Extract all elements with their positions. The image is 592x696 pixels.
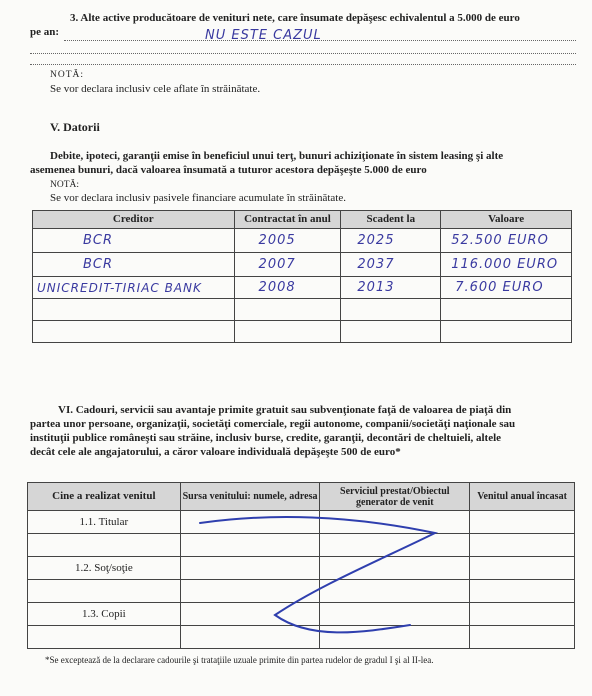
debts-table bbox=[32, 210, 572, 343]
section5-desc-line1: Debite, ipoteci, garanţii emise în beneficiul unui terţ, bunuri achiziţionate în sistem leasing şi alte bbox=[50, 150, 504, 162]
year-cell bbox=[234, 321, 341, 343]
table-row bbox=[33, 321, 572, 343]
note-text: Se vor declara inclusiv cele aflate în străinătate. bbox=[50, 83, 261, 95]
table-row bbox=[33, 299, 572, 321]
section3-line2-prefix: pe an: bbox=[30, 26, 60, 38]
group-label-spouse: 1.2. Soţ/soţie bbox=[28, 557, 181, 580]
value-cell: 116.000 EURO bbox=[441, 253, 572, 277]
due-cell bbox=[341, 321, 441, 343]
due-cell: 2037 bbox=[341, 253, 441, 277]
column-header: Cine a realizat venitul bbox=[28, 483, 181, 511]
value-cell: 52.500 EURO bbox=[441, 229, 572, 253]
section6-heading-line3: instituţii publice româneşti sau străine, inclusiv burse, credite, garanţii, decontări de cheltuieli, altele bbox=[30, 432, 502, 444]
section6-heading-line4: decât cele ale angajatorului, a căror valoare individuală depăşeşte 500 de euro* bbox=[30, 446, 401, 458]
year-cell: 2008 bbox=[234, 277, 341, 299]
value-cell: 7.600 EURO bbox=[441, 277, 572, 299]
section5-desc-line2: asemenea bunuri, dacă valoarea însumată a tuturor acestora depăşeşte 5.000 de euro bbox=[30, 164, 427, 176]
column-header: Sursa venitului: numele, adresa bbox=[180, 483, 320, 511]
dotted-line bbox=[30, 53, 576, 54]
section3-line1: 3. Alte active producătoare de venituri nete, care însumate depăşesc echivalentul a 5.000 de euro bbox=[70, 12, 520, 24]
group-label-children: 1.3. Copii bbox=[28, 603, 181, 626]
dotted-line bbox=[30, 64, 576, 65]
year-cell: 2007 bbox=[234, 253, 341, 277]
section6-heading-line2: partea unor persoane, organizaţii, societăţi comerciale, regii autonome, companii/societăţi naţionale sau bbox=[30, 418, 516, 430]
note-label: NOTĂ: bbox=[50, 180, 80, 190]
value-cell bbox=[441, 299, 572, 321]
section6-heading-line1: VI. Cadouri, servicii sau avantaje primite gratuit sau subvenţionate faţă de valoarea de piaţă din bbox=[58, 404, 512, 416]
due-cell: 2025 bbox=[341, 229, 441, 253]
handwritten-z-strike bbox=[180, 505, 480, 655]
column-header: Valoare bbox=[441, 211, 572, 229]
table-row bbox=[33, 277, 572, 299]
creditor-cell: UNICREDIT-TIRIAC BANK bbox=[33, 277, 235, 299]
column-header: Venitul anual încasat bbox=[470, 483, 575, 511]
due-cell bbox=[341, 299, 441, 321]
value-cell bbox=[441, 321, 572, 343]
column-header: Scadent la bbox=[341, 211, 441, 229]
column-header: Contractat în anul bbox=[234, 211, 341, 229]
note-label: NOTĂ: bbox=[50, 70, 85, 80]
column-header: Serviciul prestat/Obiectul generator de venit bbox=[320, 483, 470, 511]
due-cell: 2013 bbox=[341, 277, 441, 299]
year-cell bbox=[234, 299, 341, 321]
table-row bbox=[33, 229, 572, 253]
creditor-cell bbox=[33, 299, 235, 321]
handwritten-not-applicable: NU ESTE CAZUL bbox=[205, 28, 322, 43]
creditor-cell: BCR bbox=[33, 229, 235, 253]
section5-heading: V. Datorii bbox=[50, 120, 100, 134]
group-label-titular: 1.1. Titular bbox=[28, 511, 181, 534]
column-header: Creditor bbox=[33, 211, 235, 229]
creditor-cell: BCR bbox=[33, 253, 235, 277]
footnote: *Se exceptează de la declarare cadourile şi trataţiile uzuale primite din partea rudelor de gradul I şi al II-lea. bbox=[45, 655, 434, 665]
table-row bbox=[33, 253, 572, 277]
year-cell: 2005 bbox=[234, 229, 341, 253]
note-text: Se vor declara inclusiv pasivele financiare acumulate în străinătate. bbox=[50, 192, 346, 204]
creditor-cell bbox=[33, 321, 235, 343]
